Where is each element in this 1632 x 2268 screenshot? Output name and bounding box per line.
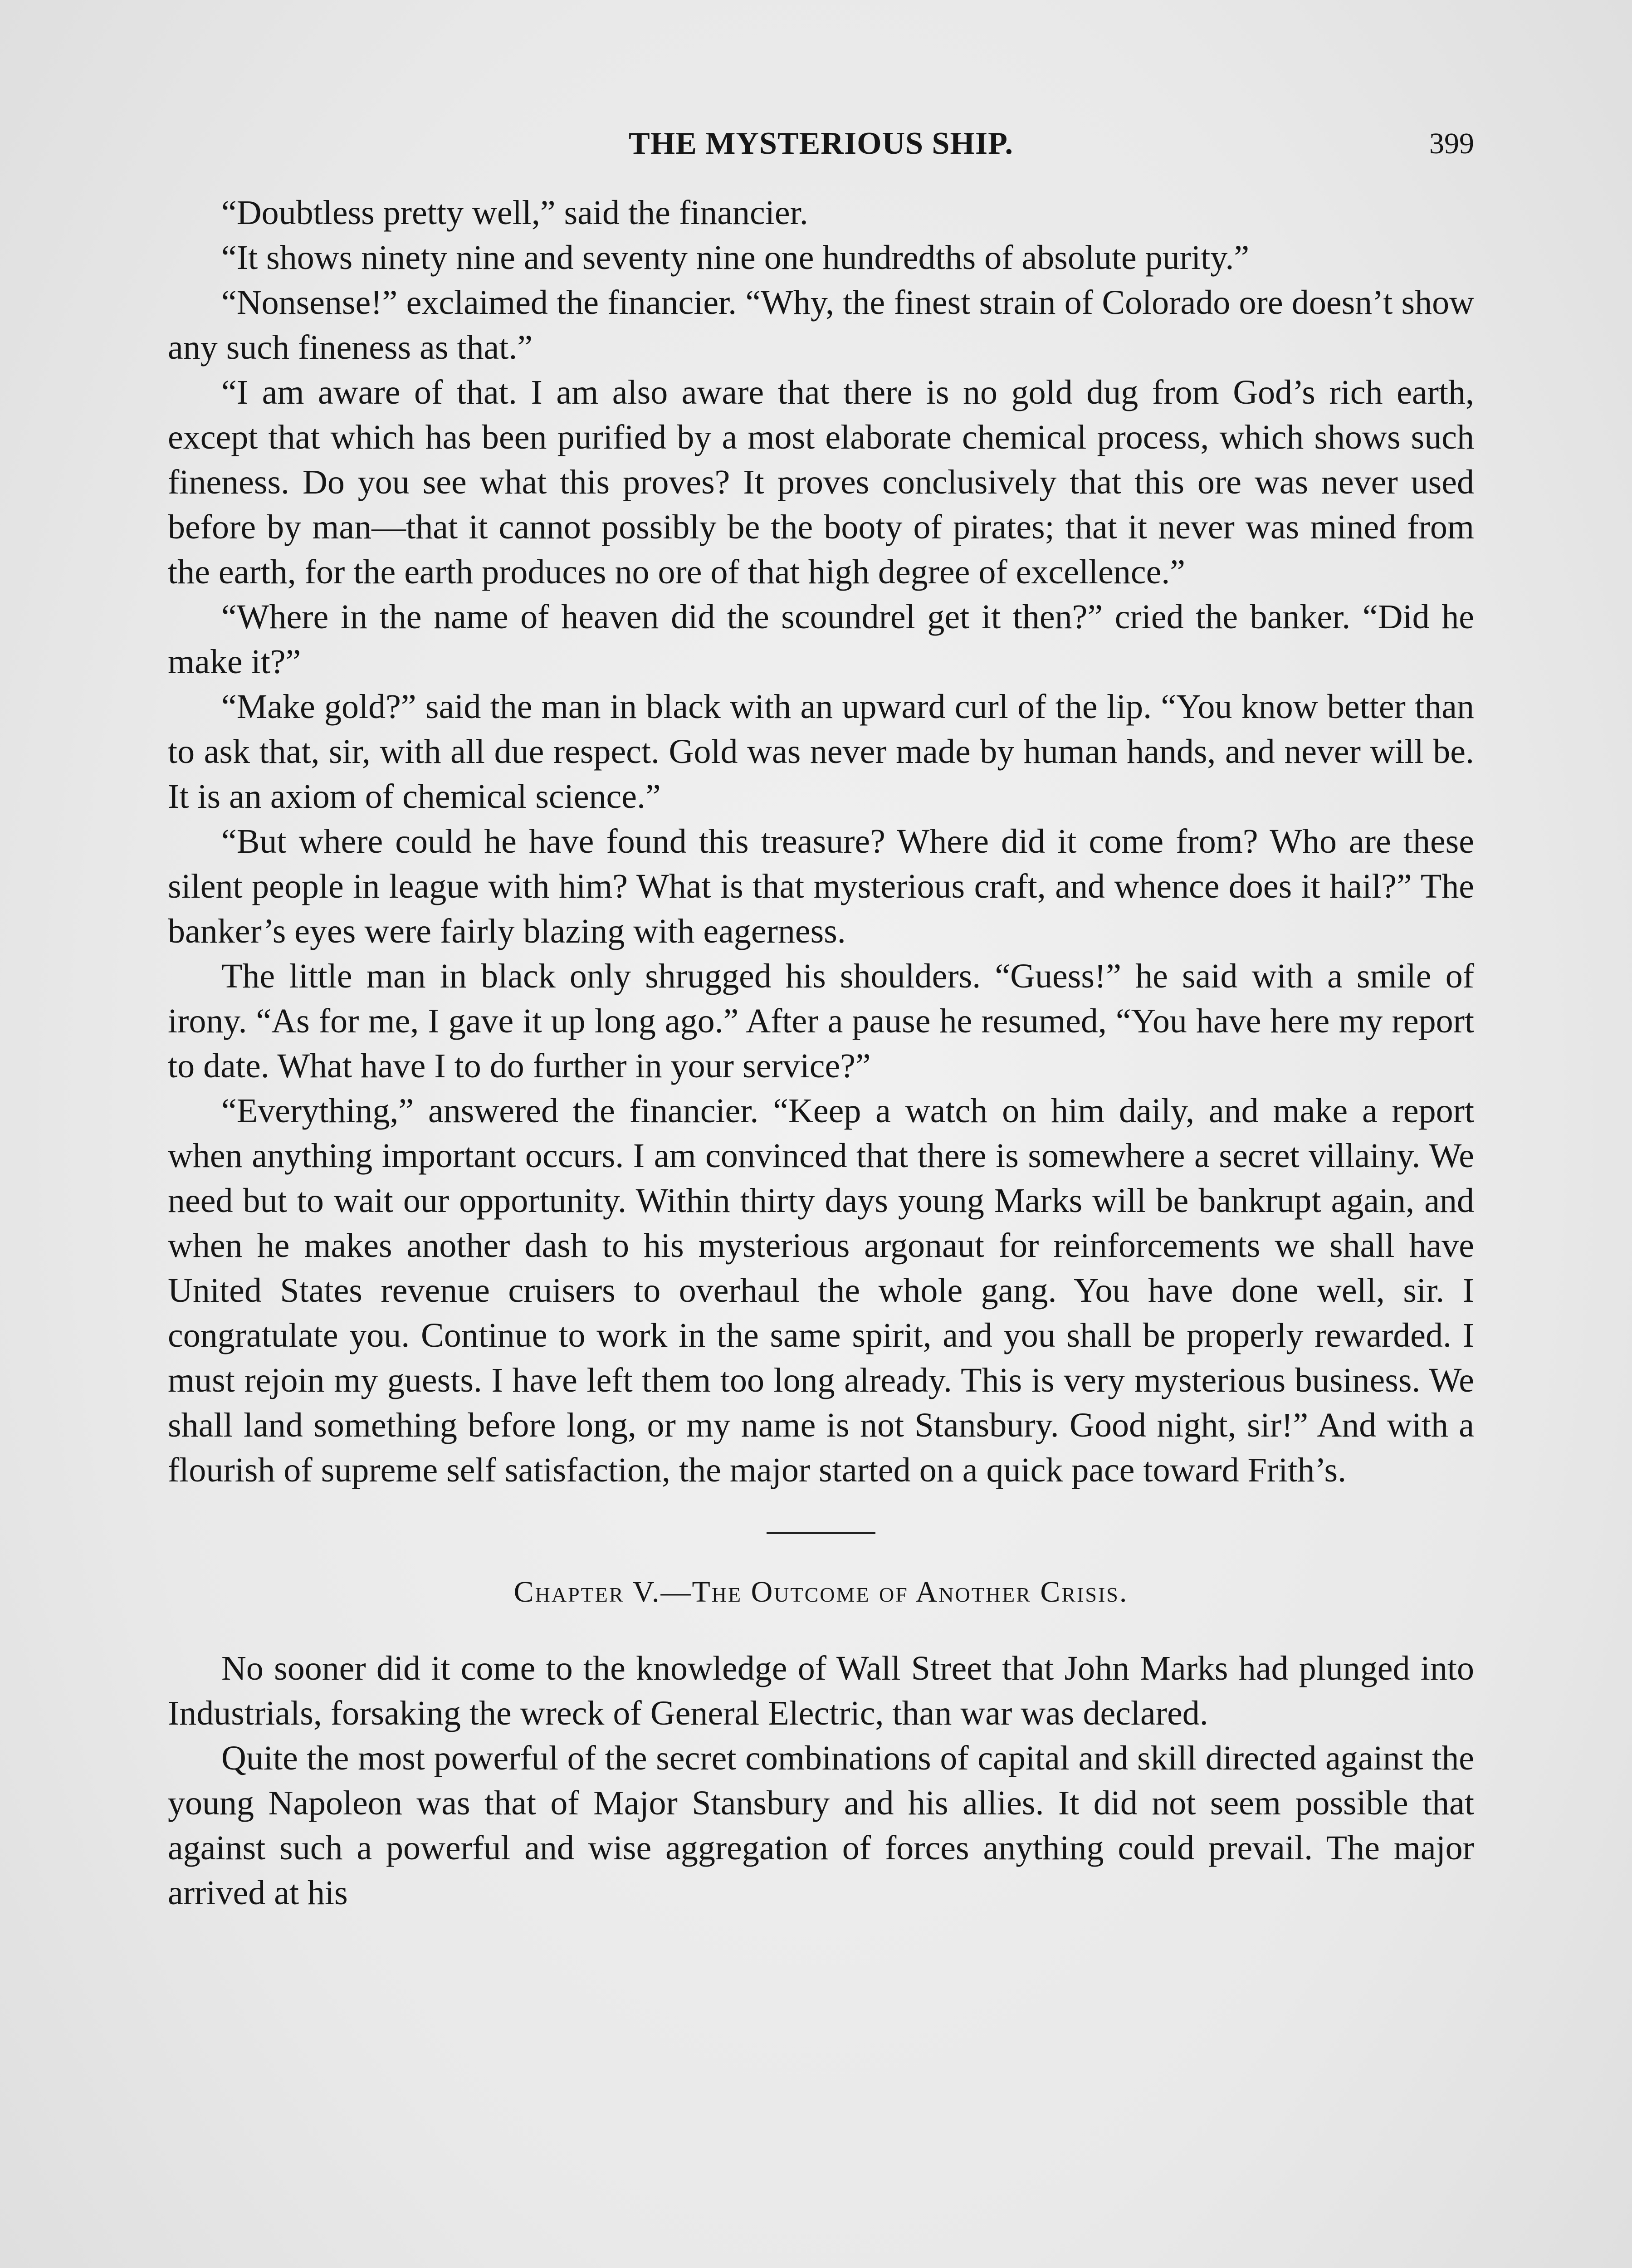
page-header: [168, 119, 1474, 169]
paragraph: “Make gold?” said the man in black with an upward curl of the lip. “You know better than to ask that, sir, with all due respect. Gold was never made by human hands, and never will be. It is an axiom of chemical science.”: [168, 688, 1474, 816]
paragraph: “Everything,” answered the financier. “Keep a watch on him daily, and make a report when anything important occurs. I am convinced that there is somewhere a secret villainy. We need but to wait our opportunity. Within thirty days young Marks will be bankrupt again, and when he makes another dash to his mysterious argonaut for reinforcements we shall have United States revenue cruisers to overhaul the whole gang. You have done well, sir. I congratulate you. Continue to work in the same spirit, and you shall be properly rewarded. I must rejoin my guests. I have left them too long already. This is very mysterious business. We shall land something before long, or my name is not Stansbury. Good night, sir!” And with a flourish of supreme self satisfaction, the major started on a quick pace toward Frith’s.: [168, 1092, 1474, 1489]
paragraph: Quite the most powerful of the secret combinations of capital and skill directed against the young Napoleon was that of Major Stansbury and his allies. It did not seem possible that against such a powerful and wise aggregation of forces anything could prevail. The major arrived at his: [168, 1739, 1474, 1912]
paragraph: “Doubtless pretty well,” said the financier.: [221, 194, 808, 232]
section-divider: [767, 1532, 875, 1534]
body-text: [168, 191, 1474, 1916]
running-title: THE MYSTERIOUS SHIP.: [629, 126, 1013, 161]
paragraph: “I am aware of that. I am also aware that there is no gold dug from God’s rich earth, except that which has been purified by a most elaborate chemical process, which shows such fineness. Do you see what this proves? It proves conclusively that this ore was never used before by man—that it cannot possibly be the booty of pirates; that it never was mined from the earth, for the earth produces no ore of that high degree of excellence.”: [168, 373, 1474, 591]
paragraph: “It shows ninety nine and seventy nine one hundredths of absolute purity.”: [221, 239, 1250, 277]
paragraph: “Nonsense!” exclaimed the financier. “Why, the finest strain of Colorado ore doesn’t show any such fineness as that.”: [168, 284, 1474, 367]
chapter-heading: Chapter V.—The Outcome of Another Crisis.: [513, 1575, 1129, 1608]
paragraph: No sooner did it come to the knowledge of Wall Street that John Marks had plunged into Industrials, forsaking the wreck of General Electric, than war was declared.: [168, 1649, 1474, 1732]
paragraph: The little man in black only shrugged his shoulders. “Guess!” he said with a smile of irony. “As for me, I gave it up long ago.” After a pause he resumed, “You have here my report to date. What have I to do further in your service?”: [168, 957, 1474, 1085]
paragraph: “But where could he have found this treasure? Where did it come from? Who are these silent people in league with him? What is that mysterious craft, and whence does it hail?” The banker’s eyes were fairly blazing with eagerness.: [168, 822, 1474, 950]
paragraph: “Where in the name of heaven did the scoundrel get it then?” cried the banker. “Did he make it?”: [168, 598, 1474, 681]
page-number: 399: [1429, 127, 1474, 160]
